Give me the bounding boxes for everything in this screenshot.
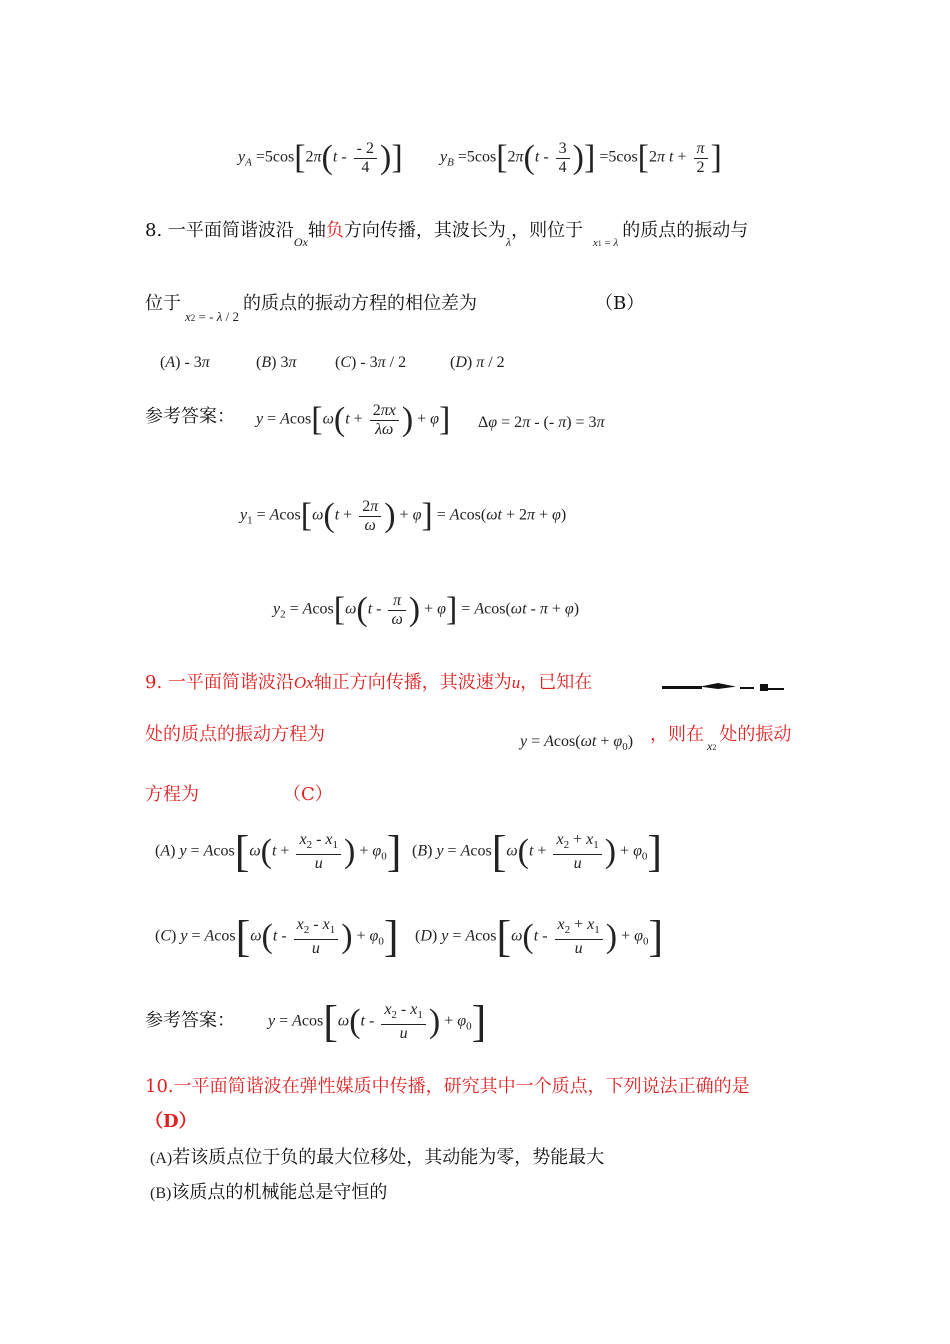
q8-ref-y2: $y_2 = Acos[\omega(t$ - $\frac{\pi}{\omega}$ ) + φ] = Acos(ωt - π + φ) [273, 591, 580, 628]
q9-given-eq: $y = Acos(\omega t + \varphi_0)$ [520, 733, 634, 753]
q8-option-d: (D) π / 2 [450, 354, 505, 371]
q9-option-b: (B) y = Acos[ω(t + $\frac{x_2 + x_1}{u}$ ) + $\varphi_0$] [412, 827, 663, 876]
q8-answer: （B） [595, 293, 645, 314]
q9-answer: （C） [283, 784, 333, 805]
equation-yB: $y_B =5\cos[2\pi(t$ - $\frac{3}{4}$ )] =5cos[2π t + $\frac{\pi}{2}$ ] [440, 139, 722, 176]
q9-ref-label: 参考答案： [145, 1010, 235, 1031]
q9-line2-prefix: 处的质点的振动方程为 [145, 724, 325, 745]
equation-yA: $y_A =5\cos[2\pi(t$ - $\frac{- 2}{4}$ )] [238, 139, 403, 176]
q8-ref-y1: $y_1 = Acos[\omega(t$ + $\frac{2\pi}{\omega}$ ) + φ] = Acos(ωt + 2π + φ) [240, 497, 567, 534]
q8-ref-dphi: Δφ = 2π - (- π) = 3π [478, 414, 605, 431]
q9-line2-end: ，则在$_{x2}$处的振动 [650, 724, 792, 753]
q10-answer: （D） [145, 1111, 197, 1132]
q8-ref-eq: y = Acos[ω(t + $\frac{2\pi x}{\lambda\omega}$ ) + φ] [256, 401, 451, 438]
q10-option-a: (A)若该质点位于负的最大位移处，其动能为零，势能最大 [150, 1147, 605, 1168]
q8-option-b: (B) 3π [256, 354, 297, 371]
q9-option-a: (A) y = Acos[ω(t + $\frac{x_2 - x_1}{u}$ ) + $\varphi_0$] [155, 827, 402, 876]
q8-option-a: (A) - 3π [160, 354, 210, 371]
q9-option-d: (D) y = Acos[ω(t - $\frac{x_2 + x_1}{u}$ ) + $\varphi_0$] [415, 912, 664, 961]
q8-line2: 位于$_{x2 = - \lambda / 2}$的质点的振动方程的相位差为 [145, 293, 477, 324]
q9-line1: 9. 一平面简谐波沿Ox轴正方向传播，其波速为u，已知在 [145, 672, 593, 693]
q10-option-b: (B)该质点的机械能总是守恒的 [150, 1182, 388, 1203]
q8-line1: 8. 一平面简谐波沿$_{Ox}$轴负方向传播，其波长为$_\lambda$，则位于 $_{x1 = \lambda}$的质点的振动与 [145, 220, 749, 249]
q8-ref-label: 参考答案： [145, 406, 235, 427]
q9-line3: 方程为 [145, 784, 199, 805]
q8-option-c: (C) - 3π / 2 [335, 354, 407, 371]
q9-ref-eq: y = Acos[ω(t - $\frac{x_2 - x_1}{u}$ ) + $\varphi_0$] [268, 997, 487, 1046]
q9-option-c: (C) y = Acos[ω(t - $\frac{x_2 - x_1}{u}$ ) + $\varphi_0$] [155, 912, 399, 961]
q10-line1: 10.一平面简谐波在弹性媒质中传播，研究其中一个质点，下列说法正确的是 [145, 1076, 750, 1097]
